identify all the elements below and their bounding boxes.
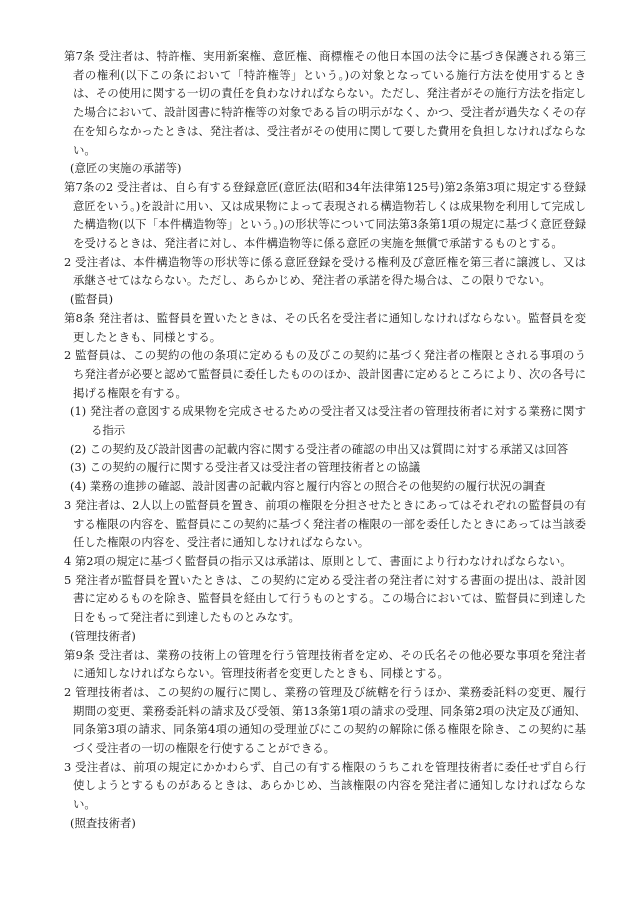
heading-design-license: (意匠の実施の承諾等) bbox=[70, 161, 182, 176]
article-8-para-5: 5 発注者が監督員を置いたときは、この契約に定める受注者の発注者に対する書面の提出は、設計図書に定めるものを除き、監督員を経由して行うものとする。この場合においては、監督員に到達した日をもって発注者に到達したものとみなす。 bbox=[64, 572, 586, 625]
heading-checking-engineer: (照査技術者) bbox=[70, 815, 136, 830]
article-8-para-4: 4 第2項の規定に基づく監督員の指示又は承諾は、原則として、書面により行わなければならない。 bbox=[64, 553, 572, 568]
article-8-item-3: (3) この契約の履行に関する受注者又は受注者の管理技術者との協議 bbox=[70, 460, 421, 475]
heading-supervisor: (監督員) bbox=[70, 292, 114, 307]
article-9-para-2: 2 管理技術者は、この契約の履行に関し、業務の管理及び統轄を行うほか、業務委託料の変更、履行期間の変更、業務委託料の請求及び受領、第13条第1項の請求の受理、同条第2項の決定及び通知、同条第3項の請求、同条第4項の通知の受理並びにこの契約の解除に係る権限を除き、この契約に基づく受注者の一切の権限を行使することができる。 bbox=[64, 684, 586, 756]
article-8-item-1: (1) 発注者の意図する成果物を完成させるための受注者又は受注者の管理技術者に対する業務に関する指示 bbox=[70, 404, 586, 438]
article-8-para-3: 3 発注者は、2人以上の監督員を置き、前項の権限を分担させたときにあってはそれぞれの監督員の有する権限の内容を、監督員にこの契約に基づく発注者の権限の一部を委任したときにあっては当該委任した権限の内容を、受注者に通知しなければならない。 bbox=[64, 497, 586, 550]
article-7: 第7条 受注者は、特許権、実用新案権、意匠権、商標権その他日本国の法令に基づき保護される第三者の権利(以下この条において「特許権等」という。)の対象となっている施行方法を使用するとき は、その使用に関する一切の責任を負わなければならない。ただし、発注者がその施行方法を指定した場合において、設計図書に特許権等の対象である旨の明示がなく、かつ、受注者が過失なくその存在を知らなかったときは、発注者は、受注者がその使用に関して要した費用を負担しなければならない。 bbox=[64, 49, 586, 157]
article-8-para-2: 2 監督員は、この契約の他の条項に定めるもの及びこの契約に基づく発注者の権限とされる事項のうち発注者が必要と認めて監督員に委任したもののほか、設計図書に定めるところにより、次の各号に掲げる権限を有する。 bbox=[64, 348, 586, 400]
heading-manager: (管理技術者) bbox=[70, 628, 136, 643]
article-8-item-2: (2) この契約及び設計図書の記載内容に関する受注者の確認の申出又は質問に対する承諾又は回答 bbox=[70, 441, 569, 456]
article-7-2-para-2: 2 受注者は、本件構造物等の形状等に係る意匠登録を受ける権利及び意匠権を第三者に譲渡し、又は承継させてはならない。ただし、あらかじめ、発注者の承諾を得た場合は、この限りでない。 bbox=[64, 254, 586, 288]
article-9: 第9条 受注者は、業務の技術上の管理を行う管理技術者を定め、その氏名その他必要な事項を発注者に通知しなければならない。管理技術者を変更したときも、同様とする。 bbox=[64, 647, 586, 681]
article-9-para-3: 3 受注者は、前項の規定にかかわらず、自己の有する権限のうちこれを管理技術者に委任せず自ら行使しようとするものがあるときは、あらかじめ、当該権限の内容を発注者に通知しなければならない。 bbox=[64, 759, 586, 812]
article-8: 第8条 発注者は、監督員を置いたときは、その氏名を受注者に通知しなければならない。監督員を変更したときも、同様とする。 bbox=[64, 310, 586, 344]
article-7-2: 第7条の2 受注者は、自ら有する登録意匠(意匠法(昭和34年法律第125号)第2条第3項に規定する登録意匠をいう。)を設計に用い、又は成果物によって表現される構造物若しくは成果物を利用して完成した構造物(以下「本件構造物等」という。)の形状等について同法第3条第1項の規定に基づく意匠登録を受けるときは、発注者に対し、本件構造物等に係る意匠の実施を無償で承諾するものとする。 bbox=[64, 179, 586, 251]
article-8-item-4: (4) 業務の進捗の確認、設計図書の記載内容と履行内容との照合その他契約の履行状況の調査 bbox=[70, 479, 546, 494]
